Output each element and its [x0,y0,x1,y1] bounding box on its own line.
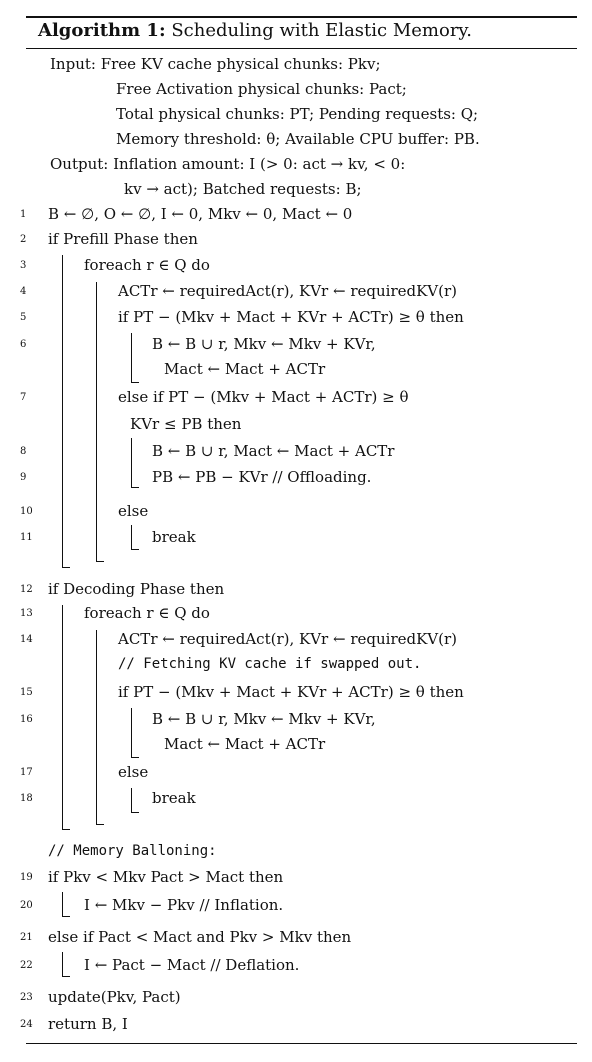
line-number: 7 [20,392,27,403]
algorithm-line: else [118,502,149,520]
input-line-2: Free Activation physical chunks: Pact; [116,80,407,98]
algorithm-line: if Pkv < Mkv Pact > Mact then [48,868,284,886]
line-number: 11 [20,532,33,543]
block-bar-if-19 [62,892,63,917]
block-tick-decoding [62,829,70,830]
line-number: 3 [20,260,27,271]
block-tick-if-21 [62,976,70,977]
algorithm-caption [38,20,472,41]
bottom-rule [26,1043,577,1044]
algorithm-line: KVr ≤ PB then [130,415,242,433]
line-number: 18 [20,793,33,804]
line-number: 24 [20,1019,33,1030]
algorithm-line: B ← B ∪ r, Mact ← Mact + ACTr [152,442,395,460]
algorithm-line: if PT − (Mkv + Mact + KVr + ACTr) ≥ θ then [118,683,464,701]
block-tick-prefill [62,567,70,568]
line-number: 20 [20,900,33,911]
output-line-1: Output: Inflation amount: I (> 0: act → kv, < 0: [50,155,406,173]
algorithm-line: Mact ← Mact + ACTr [164,735,326,753]
block-tick-if-5 [131,382,139,383]
algorithm-line: else if PT − (Mkv + Mact + ACTr) ≥ θ [118,388,409,406]
block-tick-else-10 [131,549,139,550]
line-number: 17 [20,767,33,778]
line-number: 12 [20,584,33,595]
line-number: 1 [20,209,27,220]
algorithm-line: if Prefill Phase then [48,230,198,248]
block-bar-prefill [62,255,63,568]
algorithm-line: ACTr ← requiredAct(r), KVr ← requiredKV(r) [118,282,458,300]
block-tick-else-17 [131,812,139,813]
algorithm-line: // Fetching KV cache if swapped out. [118,656,422,672]
block-tick-foreach-2 [96,824,104,825]
input-line-3: Total physical chunks: PT; Pending requests: Q; [116,105,479,123]
line-number: 2 [20,234,27,245]
algorithm-line: foreach r ∈ Q do [84,604,210,622]
algorithm-line: foreach r ∈ Q do [84,256,210,274]
algorithm-line: B ← ∅, O ← ∅, I ← 0, Mkv ← 0, Mact ← 0 [48,205,353,223]
block-bar-else-10 [131,525,132,550]
line-number: 6 [20,339,27,350]
line-number: 10 [20,506,33,517]
block-bar-foreach-1 [96,282,97,562]
line-number: 8 [20,446,27,457]
algorithm-line: B ← B ∪ r, Mkv ← Mkv + KVr, [152,710,376,728]
block-bar-if-21 [62,952,63,977]
line-number: 14 [20,634,33,645]
block-bar-foreach-2 [96,630,97,825]
line-number: 5 [20,312,27,323]
block-bar-if-5 [131,333,132,383]
input-line-1: Input: Free KV cache physical chunks: Pkv; [50,55,381,73]
algorithm-line: I ← Pact − Mact // Deflation. [84,956,300,974]
line-number: 22 [20,960,33,971]
block-bar-if-7 [131,438,132,488]
algorithm-line: B ← B ∪ r, Mkv ← Mkv + KVr, [152,335,376,353]
block-bar-decoding [62,605,63,830]
line-number: 9 [20,472,27,483]
algorithm-line: break [152,789,196,807]
algorithm-line: else [118,763,149,781]
algorithm-line: I ← Mkv − Pkv // Inflation. [84,896,284,914]
top-rule [26,16,577,18]
algorithm-label: Algorithm 1: [38,20,166,41]
title-rule [26,48,577,49]
line-number: 19 [20,872,33,883]
algorithm-line: update(Pkv, Pact) [48,988,181,1006]
line-number: 15 [20,687,33,698]
block-tick-if-7 [131,487,139,488]
line-number: 13 [20,608,33,619]
algorithm-line: Mact ← Mact + ACTr [164,360,326,378]
algorithm-line: // Memory Balloning: [48,843,217,859]
block-tick-foreach-1 [96,561,104,562]
algorithm-line: PB ← PB − KVr // Offloading. [152,468,372,486]
block-bar-if-15 [131,708,132,758]
block-tick-if-15 [131,757,139,758]
algorithm-line: break [152,528,196,546]
algorithm-line: if PT − (Mkv + Mact + KVr + ACTr) ≥ θ then [118,308,464,326]
output-line-2: kv → act); Batched requests: B; [124,180,362,198]
algorithm-line: return B, I [48,1015,128,1033]
algorithm-title: Scheduling with Elastic Memory. [171,20,472,41]
line-number: 23 [20,992,33,1003]
algorithm-line: else if Pact < Mact and Pkv > Mkv then [48,928,352,946]
input-line-4: Memory threshold: θ; Available CPU buffer: PB. [116,130,480,148]
line-number: 21 [20,932,33,943]
block-bar-else-17 [131,788,132,813]
algorithm-line: ACTr ← requiredAct(r), KVr ← requiredKV(r) [118,630,458,648]
line-number: 4 [20,286,27,297]
block-tick-if-19 [62,916,70,917]
line-number: 16 [20,714,33,725]
algorithm-line: if Decoding Phase then [48,580,225,598]
